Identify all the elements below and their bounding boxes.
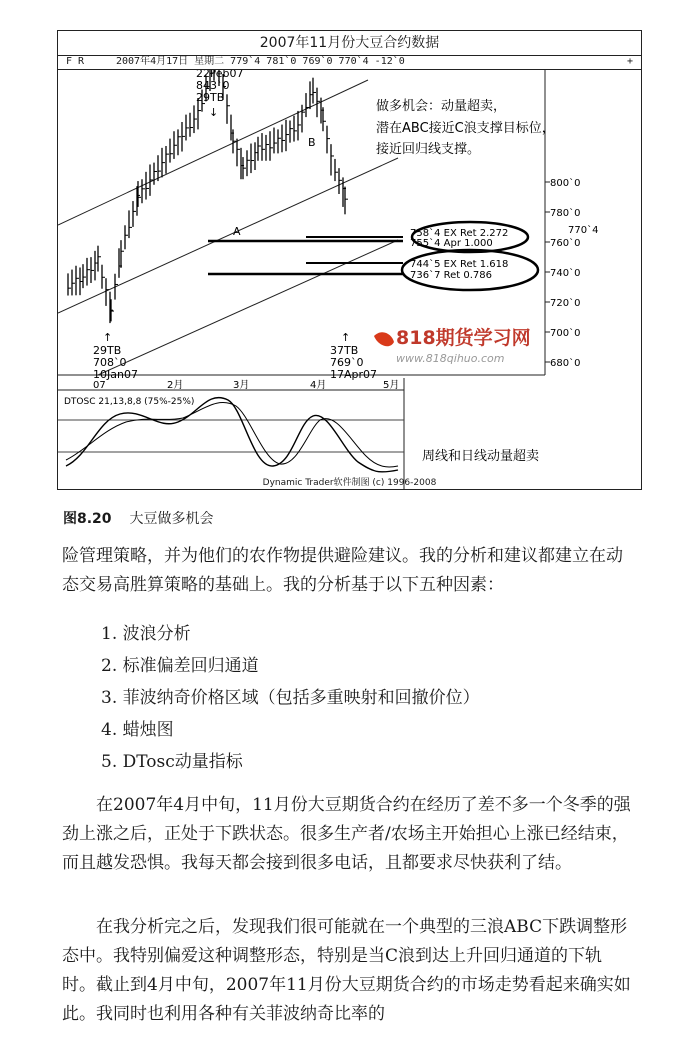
list-item: 3. 菲波纳奇价格区域（包括多重映射和回撤价位） [101,688,480,708]
target2-line2: 736`7 Ret 0.786 [410,270,493,281]
wave-b-label: B [308,136,316,149]
end-price: 769`0 [330,356,364,369]
low-date: 10Jan07 [93,368,138,381]
paragraph-3: 在我分析完之后，发现我们很可能就在一个典型的三浪ABC下跌调整形态中。我特别偏爱这种调整形态，特别是当C浪到达上升回归通道的下轨时。截止到4月中旬，2007年11月份大豆期货合约的市场走势看起来确实如此。我同时也利用各种有关菲波纳奇比率的 [62,917,631,1024]
target1-line2: 755`4 Apr 1.000 [410,238,493,249]
high-arrow: ↓ [209,106,219,119]
end-tag: 37TB [330,344,359,357]
caption-text: 大豆做多机会 [129,511,214,527]
osc-slow-line [66,403,398,467]
high-date: 22Feb07 [196,70,244,80]
x-tick-apr: 4月 [310,380,327,391]
x-tick-feb: 2月 [167,380,184,391]
figure-caption [63,508,214,528]
end-arrow: ↑ [341,331,351,344]
high-price: 843`0 [196,79,230,92]
y-tick-740: 740`0 [550,268,581,279]
plus-icon: + [626,56,633,67]
y-tick-800: 800`0 [550,178,581,189]
list-item: 5. DTosc动量指标 [101,752,243,772]
watermark-graphic [372,322,547,370]
x-tick-07: 07 [93,380,106,391]
price-bars [68,70,348,323]
x-tick-may: 5月 [383,380,400,391]
list-item: 1. 波浪分析 [101,624,191,644]
osc-label: DTOSC 21,13,8,8 (75%-25%) [64,397,195,407]
chart-figure [57,30,642,490]
oversold-note: 周线和日线动量超卖 [422,449,540,464]
target1-line1: 758`4 EX Ret 2.272 [410,228,509,239]
low-arrow: ↑ [103,331,113,344]
y-tick-770: 770`4 [568,225,599,236]
list-item: 4. 蜡烛图 [101,720,174,740]
y-tick-680: 680`0 [550,358,581,369]
y-tick-760: 760`0 [550,238,581,249]
x-tick-mar: 3月 [233,380,250,391]
end-date: 17Apr07 [330,368,378,381]
watermark-url: www.818qihuo.com [396,352,505,365]
watermark-swoosh-icon [374,332,394,346]
watermark [372,322,547,374]
caption-label: 图8.20 [63,511,112,527]
buy-note-line2: 潜在ABC接近C浪支撑目标位， [376,121,555,136]
buy-note-line3: 接近回归线支撑。 [376,142,481,157]
paragraph-2: 在2007年4月中旬，11月份大豆期货合约在经历了差不多一个冬季的强劲上涨之后，正处于下跌状态。很多生产者/农场主开始担心上涨已经结束，而且越发恐惧。我每天都会接到很多电话，且都要求尽快获利了结。 [62,795,631,873]
y-tick-labels [550,177,598,369]
low-tag: 29TB [93,344,122,357]
y-tick-700: 700`0 [550,328,581,339]
toolbar-fr: F R [66,56,85,67]
y-tick-720: 720`0 [550,298,581,309]
list-item: 2. 标准偏差回归通道 [101,656,259,676]
wave-a-label: A [233,225,241,238]
price-chart [58,70,641,490]
low-price: 708`0 [93,356,127,369]
y-tick-780: 780`0 [550,208,581,219]
paragraph-1: 险管理策略，并为他们的农作物提供避险建议。我的分析和建议都建立在动态交易高胜算策略的基础上。我的分析基于以下五种因素： [62,546,623,595]
chart-footer: Dynamic Trader软件制图 (c) 1996-2008 [262,478,437,488]
high-tag: 29TB [196,91,225,104]
target2-line1: 744`5 EX Ret 1.618 [410,259,509,270]
watermark-main: 818期货学习网 [396,327,531,349]
buy-note-line1: 做多机会：动量超卖， [376,99,507,114]
chart-toolbar [58,55,641,70]
quote-line: 2007年4月17日 星期二 779`4 781`0 769`0 770`4 -12`0 [116,56,405,67]
chart-title: 2007年11月份大豆合约数据 [58,31,641,56]
